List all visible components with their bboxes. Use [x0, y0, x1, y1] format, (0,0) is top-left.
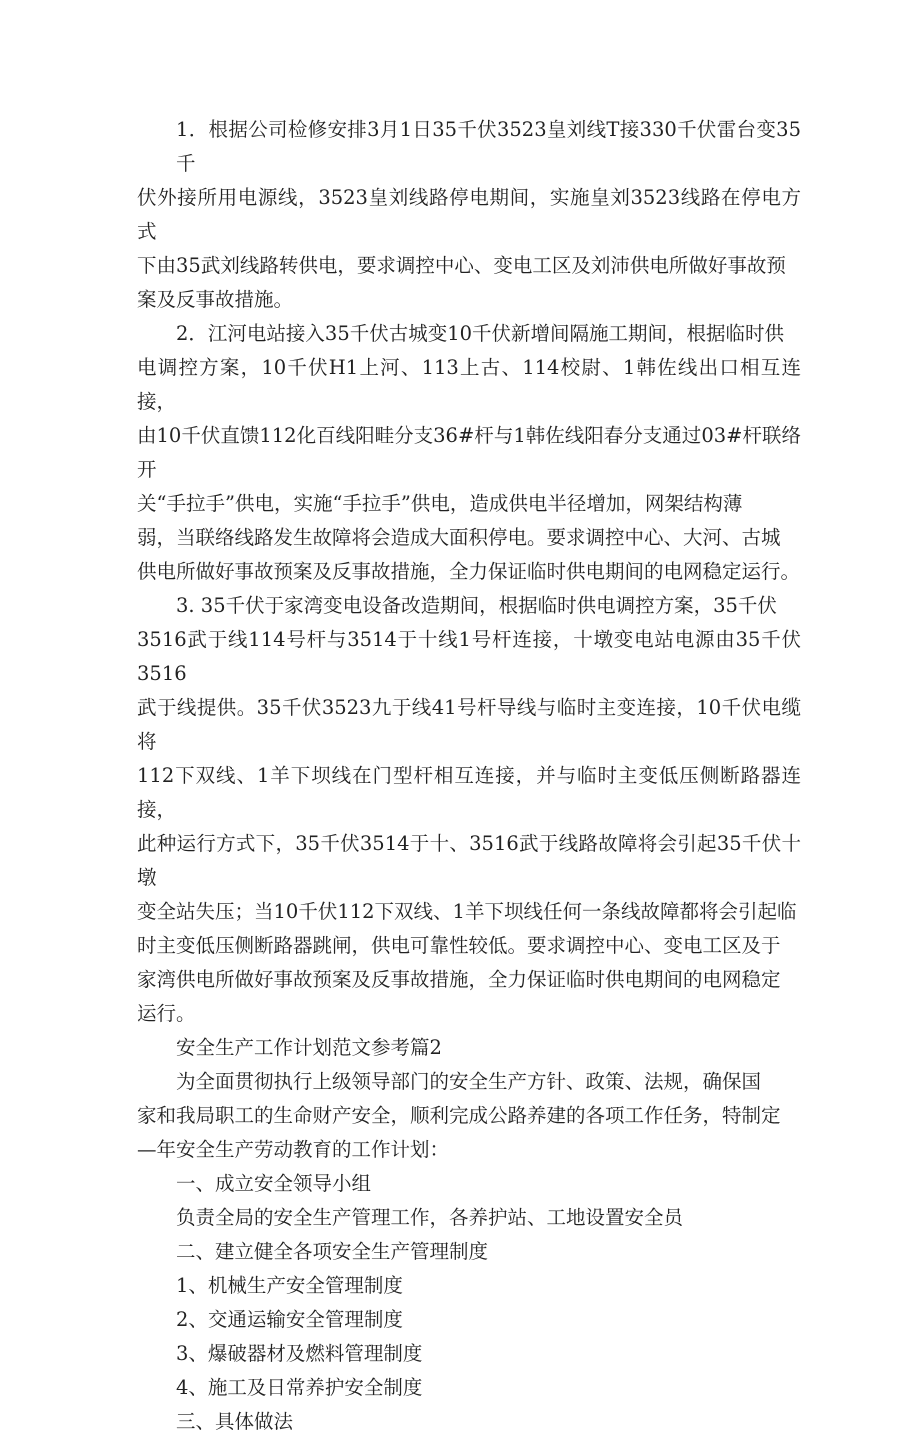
list-item: 三、具体做法 — [176, 1410, 294, 1433]
list-item: 1、机械生产安全管理制度 — [176, 1274, 403, 1297]
list-item: 4、施工及日常养护安全制度 — [176, 1376, 423, 1399]
text-line: 弱，当联络线路发生故障将会造成大面积停电。要求调控中心、大河、古城 — [137, 526, 781, 549]
text-line: 3516武于线114号杆与3514于十线1号杆连接，十墩变电站电源由35千伏3516 — [137, 628, 801, 685]
text-line: 此种运行方式下，35千伏3514于十、3516武于线路故障将会引起35千伏十墩 — [137, 832, 801, 889]
text-line: 供电所做好事故预案及反事故措施，全力保证临时供电期间的电网稳定运行。 — [137, 560, 801, 583]
list-item: 3、爆破器材及燃料管理制度 — [176, 1342, 423, 1365]
list-item: 2、交通运输安全管理制度 — [176, 1308, 403, 1331]
text-line: 时主变低压侧断路器跳闸，供电可靠性较低。要求调控中心、变电工区及于 — [137, 934, 781, 957]
list-item: 二、建立健全各项安全生产管理制度 — [176, 1240, 489, 1263]
text-line: 家湾供电所做好事故预案及反事故措施，全力保证临时供电期间的电网稳定 — [137, 968, 781, 991]
list-item: 一、成立安全领导小组 — [176, 1172, 372, 1195]
intro-paragraph — [137, 1065, 801, 1167]
text-line: 3. 35千伏于家湾变电设备改造期间，根据临时供电调控方案，35千伏 — [176, 594, 777, 617]
text-line: 武于线提供。35千伏3523九于线41号杆导线与临时主变连接，10千伏电缆将 — [137, 696, 801, 753]
text-line: 为全面贯彻执行上级领导部门的安全生产方针、政策、法规，确保国 — [176, 1070, 762, 1093]
list-item: 负责全局的安全生产管理工作，各养护站、工地设置安全员 — [176, 1206, 684, 1229]
text-line: 由10千伏直馈112化百线阳畦分支36#杆与1韩佐线阳春分支通过03#杆联络开 — [137, 424, 801, 481]
text-line: 112下双线、1羊下坝线在门型杆相互连接，并与临时主变低压侧断路器连接， — [137, 764, 801, 821]
text-line: 关“手拉手”供电，实施“手拉手”供电，造成供电半径增加，网架结构薄 — [137, 492, 743, 515]
section-title: 安全生产工作计划范文参考篇2 — [176, 1036, 442, 1059]
text-line: 运行。 — [137, 1002, 196, 1025]
text-line: 2．江河电站接入35千伏古城变10千伏新增间隔施工期间，根据临时供 — [176, 322, 785, 345]
text-line: 1．根据公司检修安排3月1日35千伏3523皇刘线T接330千伏雷台变35千 — [176, 118, 801, 175]
text-line: 电调控方案，10千伏H1上河、113上古、114校尉、1韩佐线出口相互连接， — [137, 356, 801, 413]
paragraph-1 — [137, 113, 801, 317]
paragraph-3 — [137, 589, 801, 1031]
paragraph-2 — [137, 317, 801, 589]
text-line: 变全站失压；当10千伏112下双线、1羊下坝线任何一条线故障都将会引起临 — [137, 900, 797, 923]
text-line: —年安全生产劳动教育的工作计划： — [137, 1138, 450, 1161]
document-body — [137, 113, 801, 1439]
text-line: 案及反事故措施。 — [137, 288, 294, 311]
text-line: 下由35武刘线路转供电，要求调控中心、变电工区及刘沛供电所做好事故预 — [137, 254, 786, 277]
text-line: 伏外接所用电源线，3523皇刘线路停电期间，实施皇刘3523线路在停电方式 — [137, 186, 801, 243]
text-line: 家和我局职工的生命财产安全，顺利完成公路养建的各项工作任务，特制定 — [137, 1104, 781, 1127]
